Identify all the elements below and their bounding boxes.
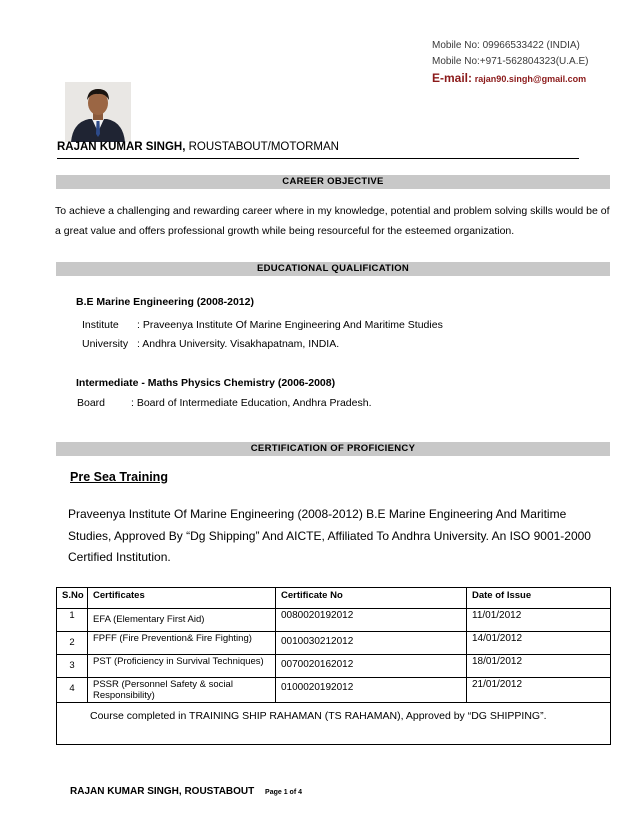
row-date: 18/01/2012 bbox=[467, 655, 611, 678]
table-row bbox=[57, 678, 611, 703]
row-certificate: EFA (Elementary First Aid) bbox=[88, 609, 276, 632]
profile-photo bbox=[65, 82, 131, 142]
row-sno: 3 bbox=[57, 655, 88, 678]
table-note-row bbox=[57, 703, 611, 745]
training-ship-note: Course completed in TRAINING SHIP RAHAMAN (TS RAHAMAN), Approved by “DG SHIPPING”. bbox=[57, 703, 611, 745]
section-career-objective: CAREER OBJECTIVE bbox=[56, 175, 610, 189]
mobile-india: Mobile No: 09966533422 (INDIA) bbox=[432, 40, 580, 51]
table-row bbox=[57, 632, 611, 655]
header-date-of-issue: Date of Issue bbox=[467, 588, 611, 609]
name-title-line bbox=[57, 141, 339, 153]
header-certificates: Certificates bbox=[88, 588, 276, 609]
row-sno: 1 bbox=[57, 609, 88, 632]
row-certificate-no: 0100020192012 bbox=[276, 678, 467, 703]
section-certification: CERTIFICATION OF PROFICIENCY bbox=[56, 442, 610, 456]
row-certificate-no: 0080020192012 bbox=[276, 609, 467, 632]
header-divider bbox=[57, 158, 579, 159]
row-date: 11/01/2012 bbox=[467, 609, 611, 632]
be-institute-label: Institute bbox=[82, 319, 119, 331]
page-number: Page 1 of 4 bbox=[265, 789, 303, 796]
pre-sea-title: Pre Sea Training bbox=[70, 470, 168, 484]
inter-title: Intermediate - Maths Physics Chemistry (2006-2008) bbox=[76, 377, 336, 389]
section-education: EDUCATIONAL QUALIFICATION bbox=[56, 262, 610, 276]
be-institute-value: : Praveenya Institute Of Marine Engineering And Maritime Studies bbox=[137, 319, 443, 331]
row-sno: 4 bbox=[57, 678, 88, 703]
row-certificate: PST (Proficiency in Survival Techniques) bbox=[88, 655, 276, 678]
career-objective-text: To achieve a challenging and rewarding career where in my knowledge, potential and problem solving skills would be of a great value and offers professional growth while being resourceful for the esteemed organization. bbox=[55, 205, 610, 237]
row-certificate-no: 0010030212012 bbox=[276, 632, 467, 655]
email-label: E-mail: bbox=[432, 71, 473, 85]
be-university-label: University bbox=[82, 338, 129, 350]
email-line bbox=[432, 71, 586, 85]
page-footer bbox=[70, 786, 302, 797]
table-header-row bbox=[57, 588, 611, 609]
mobile-uae: Mobile No:+971-562804323(U.A.E) bbox=[432, 56, 589, 67]
candidate-name: RAJAN KUMAR SINGH, bbox=[57, 141, 186, 153]
row-certificate: FPFF (Fire Prevention& Fire Fighting) bbox=[88, 632, 276, 655]
be-title: B.E Marine Engineering (2008-2012) bbox=[76, 296, 254, 308]
footer-name: RAJAN KUMAR SINGH, ROUSTABOUT bbox=[70, 786, 255, 797]
row-date: 21/01/2012 bbox=[467, 678, 611, 703]
row-certificate-no: 0070020162012 bbox=[276, 655, 467, 678]
row-date: 14/01/2012 bbox=[467, 632, 611, 655]
row-certificate: PSSR (Personnel Safety & social Responsibility) bbox=[88, 678, 276, 703]
candidate-title: ROUSTABOUT/MOTORMAN bbox=[188, 141, 339, 153]
email-value: rajan90.singh@gmail.com bbox=[474, 74, 587, 84]
pre-sea-text: Praveenya Institute Of Marine Engineering (2008-2012) B.E Marine Engineering And Maritime Studies, Approved By “Dg Shipping” And AICTE, Affiliated To Andhra University. An ISO 9001-2000 Certified Institution. bbox=[68, 507, 591, 564]
table-row bbox=[57, 609, 611, 632]
row-sno: 2 bbox=[57, 632, 88, 655]
header-certificate-no: Certificate No bbox=[276, 588, 467, 609]
inter-board-label: Board bbox=[77, 397, 106, 409]
table-row bbox=[57, 655, 611, 678]
header-sno: S.No bbox=[57, 588, 88, 609]
certificates-table bbox=[56, 587, 611, 745]
inter-board-value: : Board of Intermediate Education, Andhra Pradesh. bbox=[131, 397, 372, 409]
person-photo-icon bbox=[65, 82, 131, 142]
be-university-value: : Andhra University. Visakhapatnam, INDIA. bbox=[137, 338, 340, 350]
